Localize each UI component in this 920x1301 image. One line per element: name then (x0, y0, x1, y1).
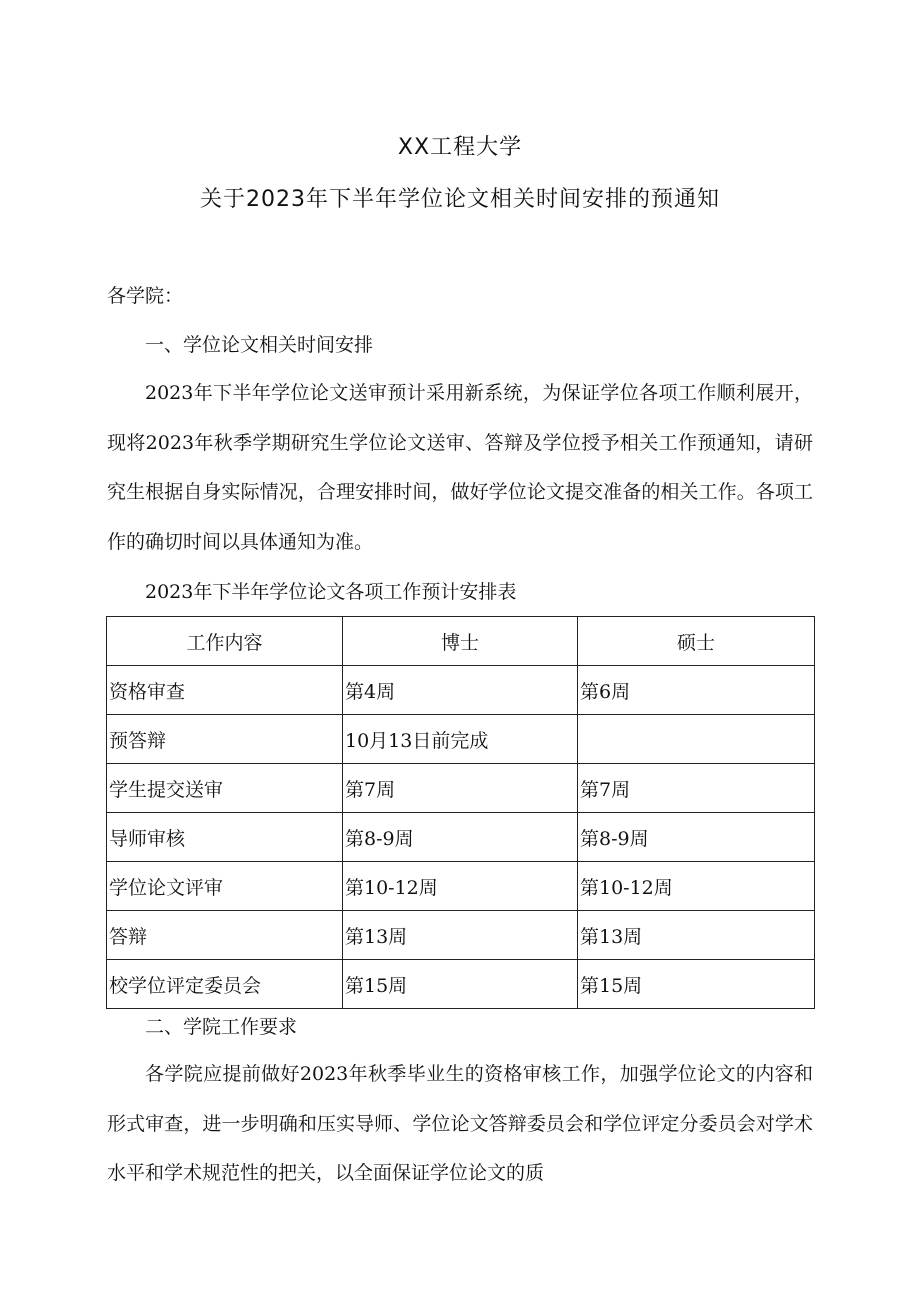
table-cell: 第10-12周 (343, 862, 578, 911)
table-row (107, 666, 815, 715)
table-cell: 第13周 (343, 911, 578, 960)
section-2-heading: 二、学院工作要求 (145, 1016, 298, 1038)
table-cell: 答辩 (107, 911, 343, 960)
section-1-paragraph: 2023年下半年学位论文送审预计采用新系统，为保证学位各项工作顺利展开，现将2023年秋季学期研究生学位论文送审、答辩及学位授予相关工作预通知，请研究生根据自身实际情况，合理安排时间，做好学位论文提交准备的相关工作。各项工作的确切时间以具体通知为准。 (107, 382, 813, 553)
table-cell (578, 715, 815, 764)
header-cell-doctoral: 博士 (343, 617, 578, 666)
table-cell: 第4周 (343, 666, 578, 715)
table-caption: 2023年下半年学位论文各项工作预计安排表 (145, 581, 517, 603)
table-cell: 导师审核 (107, 813, 343, 862)
university-name: XX工程大学 (397, 135, 523, 160)
table-row (107, 764, 815, 813)
table-cell: 第15周 (343, 960, 578, 1009)
section-2-paragraph: 各学院应提前做好2023年秋季毕业生的资格审核工作，加强学位论文的内容和形式审查，进一步明确和压实导师、学位论文答辩委员会和学位评定分委员会对学术水平和学术规范性的把关，以全面保证学位论文的质 (107, 1063, 813, 1184)
table-row (107, 960, 815, 1009)
table-cell: 第7周 (578, 764, 815, 813)
table-cell: 第13周 (578, 911, 815, 960)
table-cell: 第15周 (578, 960, 815, 1009)
notice-title: 关于2023年下半年学位论文相关时间安排的预通知 (200, 187, 720, 212)
table-cell: 第7周 (343, 764, 578, 813)
table-cell: 校学位评定委员会 (107, 960, 343, 1009)
table-cell: 第8-9周 (578, 813, 815, 862)
schedule-table (106, 616, 815, 1009)
table-cell: 学位论文评审 (107, 862, 343, 911)
table-cell: 10月13日前完成 (343, 715, 578, 764)
section-1-heading: 一、学位论文相关时间安排 (145, 334, 374, 356)
table-row (107, 862, 815, 911)
table-cell: 第6周 (578, 666, 815, 715)
table-header-row (107, 617, 815, 666)
table-cell: 第10-12周 (578, 862, 815, 911)
table-cell: 预答辩 (107, 715, 343, 764)
table-row (107, 911, 815, 960)
salutation: 各学院： (107, 285, 184, 307)
table-cell: 资格审查 (107, 666, 343, 715)
table-row (107, 715, 815, 764)
table-cell: 第8-9周 (343, 813, 578, 862)
header-cell-task: 工作内容 (107, 617, 343, 666)
table-row (107, 813, 815, 862)
header-cell-master: 硕士 (578, 617, 815, 666)
table-cell: 学生提交送审 (107, 764, 343, 813)
